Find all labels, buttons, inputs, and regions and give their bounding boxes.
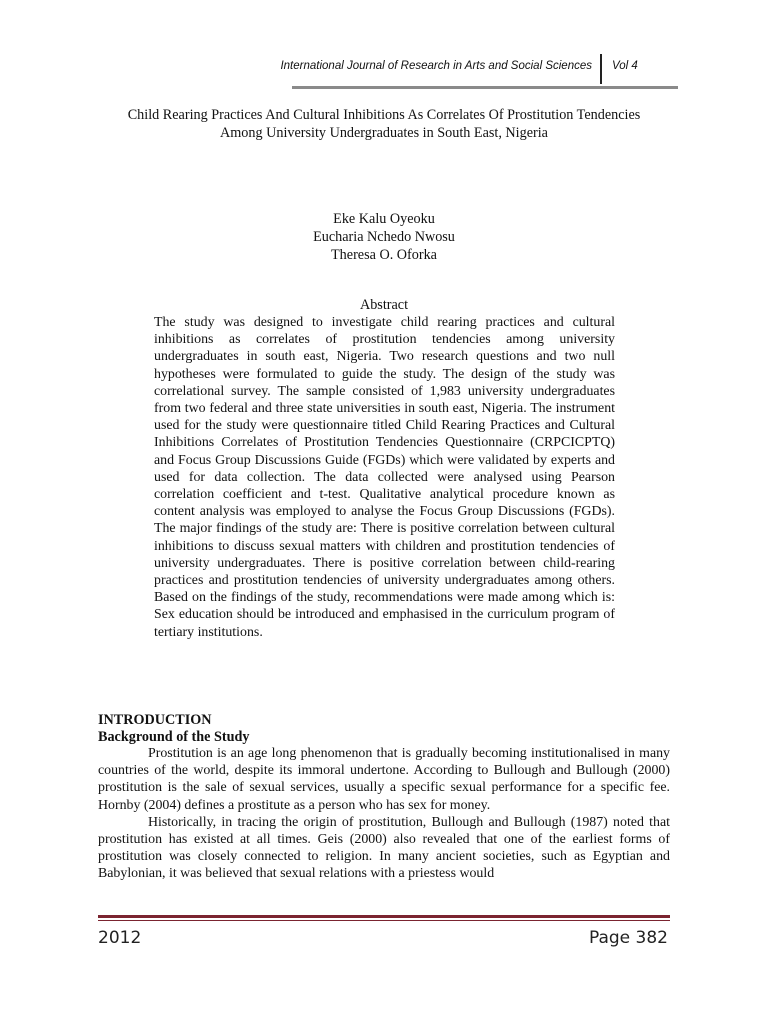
abstract-heading: Abstract: [359, 297, 409, 313]
title-line-2: Among University Undergraduates in South East, Nigeria: [220, 125, 548, 141]
footer-rule: [98, 915, 670, 918]
introduction-heading: INTRODUCTION: [98, 712, 212, 728]
author-name: Eke Kalu Oyeoku: [333, 211, 435, 227]
paragraph: Prostitution is an age long phenomenon that is gradually becoming institutionalised in many countries of the world, despite its immoral undertone. According to Bullough and Bullough (2000) prostitution is the sale of sexual services, usually a specific sexual performance for a specific fee. Hornby (2004) defines a prostitute as a person who has sex for money.: [98, 746, 670, 813]
background-subheading: Background of the Study: [98, 729, 250, 745]
abstract-text: The study was designed to investigate child rearing practices and cultural inhibitions as correlates of prostitution tendencies among university undergraduates in south east, Nigeria. Two research questions and two null hypotheses were formulated to guide the study. The design of the study was correlational survey. The sample consisted of 1,983 university undergraduates from two federal and three state universities in south east, Nigeria. The instrument used for the study were questionnaire titled Child Rearing Practices and Cultural Inhibitions Correlates of Prostitution Tendencies Questionnaire (CRPCICPTQ) and Focus Group Discussions Guide (FGDs) which were validated by experts and used for data collection. The data collected were analysed using Pearson correlation coefficient and t-test. Qualitative analytical procedure known as content analysis was employed to analyse the Focus Group Discussions (FGDs). The major findings of the study are: There is positive correlation between cultural inhibitions to discuss sexual matters with children and prostitution tendencies of university undergraduates. There is positive correlation between child-rearing practices and prostitution tendencies of university undergraduates among others. Based on the findings of the study, recommendations were made among which is: Sex education should be introduced and emphasised in the curriculum program of tertiary institutions.: [154, 315, 615, 640]
header-separator: [600, 54, 602, 84]
introduction-body: [98, 745, 670, 883]
author-name: Theresa O. Oforka: [331, 247, 437, 263]
footer-rule-thin: [98, 920, 670, 921]
footer-year: 2012: [98, 928, 142, 948]
author-list: [98, 210, 670, 264]
title-line-1: Child Rearing Practices And Cultural Inhibitions As Correlates Of Prostitution Tendencies: [127, 107, 641, 123]
page-number: Page 382: [588, 928, 668, 948]
running-header: [98, 54, 678, 84]
paragraph: Historically, in tracing the origin of prostitution, Bullough and Bullough (1987) noted that prostitution has existed at all times. Geis (2000) also revealed that one of the earliest forms of prostitution was closely connected to religion. In many ancient societies, such as Egyptian and Babylonian, it was believed that sexual relations with a priestess would: [98, 814, 670, 882]
header-rule: [292, 86, 678, 89]
paper-title: [98, 106, 670, 142]
journal-name: International Journal of Research in Arts and Social Sciences: [280, 60, 592, 72]
author-name: Eucharia Nchedo Nwosu: [313, 229, 455, 245]
volume-label: Vol 4: [612, 60, 638, 72]
